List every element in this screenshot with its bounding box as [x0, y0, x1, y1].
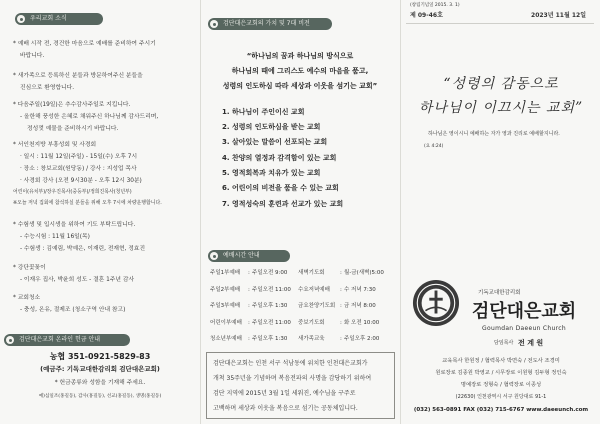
news-line: 정성껏 예물을 준비하시기 바랍니다.	[27, 126, 119, 132]
news-line: · 장소 : 창보교회(원당동) / 강사 : 지성업 목사	[20, 166, 137, 172]
vision-item: 3. 살아있는 말씀이 선포되는 교회	[222, 138, 328, 146]
offering-account: 농협 351-0921-5829-83	[49, 352, 151, 361]
news-line: * 강단꽃꽂이	[13, 265, 46, 271]
worship-name: 금요찬양기도회	[298, 303, 336, 309]
news-line: ※오늘 저녁 집회에 참석하실 분들을 위해 오후 7시에 차량운행합니다.	[13, 200, 162, 206]
worship-name: 어린이부예배	[210, 320, 242, 326]
worship-time: 주일오후 1:30	[252, 336, 288, 342]
staff-line: 명예장로 정형숙 / 협력장로 이종성	[460, 382, 542, 388]
denomination: 기독교대한감리회	[478, 290, 521, 296]
issue-number: 제 09-46호	[410, 12, 443, 19]
fold-line-left	[200, 0, 201, 424]
news-heading-text: 우리교회 소식	[30, 15, 67, 22]
worship-separator: :	[340, 320, 342, 326]
news-line: 바랍니다.	[20, 53, 45, 59]
bulletin-date: 2023년 11월 12일	[531, 12, 586, 19]
vision-item: 7. 영적성숙의 훈련과 선교가 있는 교회	[222, 200, 344, 208]
bullet-icon	[17, 15, 25, 23]
bullet-icon	[210, 252, 218, 260]
news-line: - 이재우 집사, 박윤희 성도 - 결혼 1주년 감사	[20, 277, 135, 283]
offering-note: * 헌금종류와 성함을 기재해 주세요.	[54, 380, 146, 386]
pastor-title: 담임목사	[494, 340, 514, 346]
vision-motto-line: 하나님의 때에 그리스도 예수의 마음을 품고,	[231, 67, 369, 75]
worship-time: 화 오전 10:00	[344, 320, 380, 326]
vision-motto-line: 성령의 인도하심 따라 세상과 이웃을 섬기는 교회”	[222, 82, 378, 90]
worship-heading-text: 예배시간 안내	[223, 252, 260, 259]
worship-separator: :	[340, 287, 342, 293]
news-line: * 서인천지방 부흥성회 및 사경회	[13, 142, 97, 148]
church-address: (22630) 인천광역시 서구 원당대로 91-1	[455, 394, 547, 400]
about-line: 고백하며 세상과 이웃을 복음으로 섬기는 공동체입니다.	[213, 405, 358, 412]
news-line: - 올한해 풍성한 은혜로 채워주신 하나님께 감사드리며,	[20, 114, 159, 120]
founding-date: (창립기념일 2015. 3. 1)	[410, 3, 460, 8]
news-line: - 수능시험 : 11월 16일(목)	[20, 234, 90, 240]
worship-time: 수 저녁 7:30	[344, 287, 376, 293]
fold-line-right	[400, 0, 401, 424]
offering-heading	[4, 334, 130, 346]
about-line: 검단대은교회는 인천 서구 석남동에 위치한 인천대은교회가	[213, 360, 368, 367]
vision-heading	[208, 18, 332, 30]
about-line: 검단 지역에 2015년 3월 1일 세워진, 예수님을 구주로	[213, 390, 356, 397]
news-line: * 새가족으로 등록하신 분들과 방문하여주신 분들을	[13, 73, 143, 79]
church-name-english: Goumdan Daeeun Church	[482, 325, 566, 332]
worship-name: 수요저녁예배	[298, 287, 330, 293]
news-heading	[15, 13, 103, 25]
worship-time: 주일오전 11:00	[252, 287, 291, 293]
worship-separator: :	[340, 336, 342, 342]
worship-time: 금 저녁 8:00	[344, 303, 376, 309]
vision-item: 4. 찬양의 열정과 감격함이 있는 교회	[222, 154, 337, 162]
worship-name: 주일1부예배	[210, 270, 241, 276]
slogan-line: “성령의 감동으로	[443, 76, 559, 92]
slogan-line: 하나님이 이끄시는 교회”	[418, 100, 584, 116]
worship-name: 새가족교육	[298, 336, 325, 342]
staff-line: 원로장로 김종원 박영교 / 시무장로 이원형 김두형 정인숙	[435, 370, 567, 376]
news-line: 진심으로 환영합니다.	[20, 85, 75, 91]
news-line: * 수험생 및 입시생을 위하여 기도 부탁드립니다.	[13, 222, 136, 228]
bullet-icon	[6, 336, 14, 344]
worship-time: 주일오후 1:30	[252, 303, 288, 309]
about-box	[206, 352, 395, 419]
vision-item: 5. 영적회복과 치유가 있는 교회	[222, 169, 321, 177]
news-line: * 다음주일(19일)은 추수감사주일로 지킵니다.	[13, 102, 131, 108]
worship-time: 주일오후 2:00	[344, 336, 380, 342]
news-line: - 수험생 : 김예림, 박예은, 이재린, 전재현, 정효진	[20, 246, 146, 252]
worship-separator: :	[248, 320, 250, 326]
bullet-icon	[210, 20, 218, 28]
news-line: - 충성, 온유, 절제조 (청소구역 안내 참고)	[20, 307, 126, 313]
worship-time: 주일오전 9:00	[252, 270, 288, 276]
offering-heading-text: 검단대은교회 온라인 헌금 안내	[19, 336, 101, 343]
worship-name: 청소년부예배	[210, 336, 242, 342]
worship-separator: :	[248, 270, 250, 276]
worship-separator: :	[340, 303, 342, 309]
worship-separator: :	[248, 303, 250, 309]
news-line: * 교회청소	[13, 295, 41, 301]
offering-example: 예)십일조(홍길동), 감사(홍길동), 선교(홍길동), 생명(홍길동)	[38, 394, 162, 399]
news-line: 어린이(유치부)/장우진목사(중등부)/정희진목사(청년부)	[13, 189, 132, 195]
worship-separator: :	[340, 270, 342, 276]
news-line: * 예배 시작 전, 경건한 마음으로 예배를 준비하여 주시기	[13, 41, 156, 47]
worship-name: 새벽기도회	[298, 270, 325, 276]
news-line: · 사경회 강사 (오전 9시30분 - 오후 12시 30분)	[20, 178, 142, 184]
pastor-name: 전 계 원	[518, 339, 544, 347]
worship-name: 주일2부예배	[210, 287, 241, 293]
vision-item: 1. 하나님이 주인이신 교회	[222, 108, 305, 116]
worship-separator: :	[248, 287, 250, 293]
vision-item: 6. 어린이의 비전을 품을 수 있는 교회	[222, 184, 339, 192]
church-contact: (032) 563-0891 FAX (032) 715-6767 www.daeeunch.com	[413, 407, 589, 413]
vision-item: 2. 성령의 인도하심을 받는 교회	[222, 123, 321, 131]
staff-line: 교육목사 한원정 / 협력목사 박면숙 / 전도사 조경미	[442, 358, 560, 364]
worship-heading	[208, 250, 290, 262]
about-line: 개척 35주년을 기념하며 복음전파의 사명을 감당하기 위하여	[213, 375, 372, 382]
scripture-verse: 하나님은 영이시니 예배하는 자가 영과 진리로 예배할지니라.	[428, 131, 560, 137]
scripture-reference: (요 4:24)	[424, 144, 444, 149]
church-name: 검단대은교회	[471, 301, 577, 322]
worship-time: 월-금(새벽)5:00	[344, 270, 384, 276]
worship-name: 주일3부예배	[210, 303, 241, 309]
header-rule	[406, 23, 594, 24]
worship-name: 중보기도회	[298, 320, 325, 326]
vision-motto-line: “하나님의 꿈과 하나님의 방식으로	[246, 52, 354, 60]
news-line: · 일시 : 11월 12일(주일) - 15일(수) 오후 7시	[20, 154, 138, 160]
worship-time: 주일오전 11:00	[252, 320, 291, 326]
worship-separator: :	[248, 336, 250, 342]
church-emblem-icon	[412, 279, 460, 327]
offering-holder: (예금주: 기독교대한감리회 검단대은교회)	[40, 365, 160, 373]
vision-heading-text: 검단대은교회의 가치 및 7대 비전	[223, 20, 310, 27]
